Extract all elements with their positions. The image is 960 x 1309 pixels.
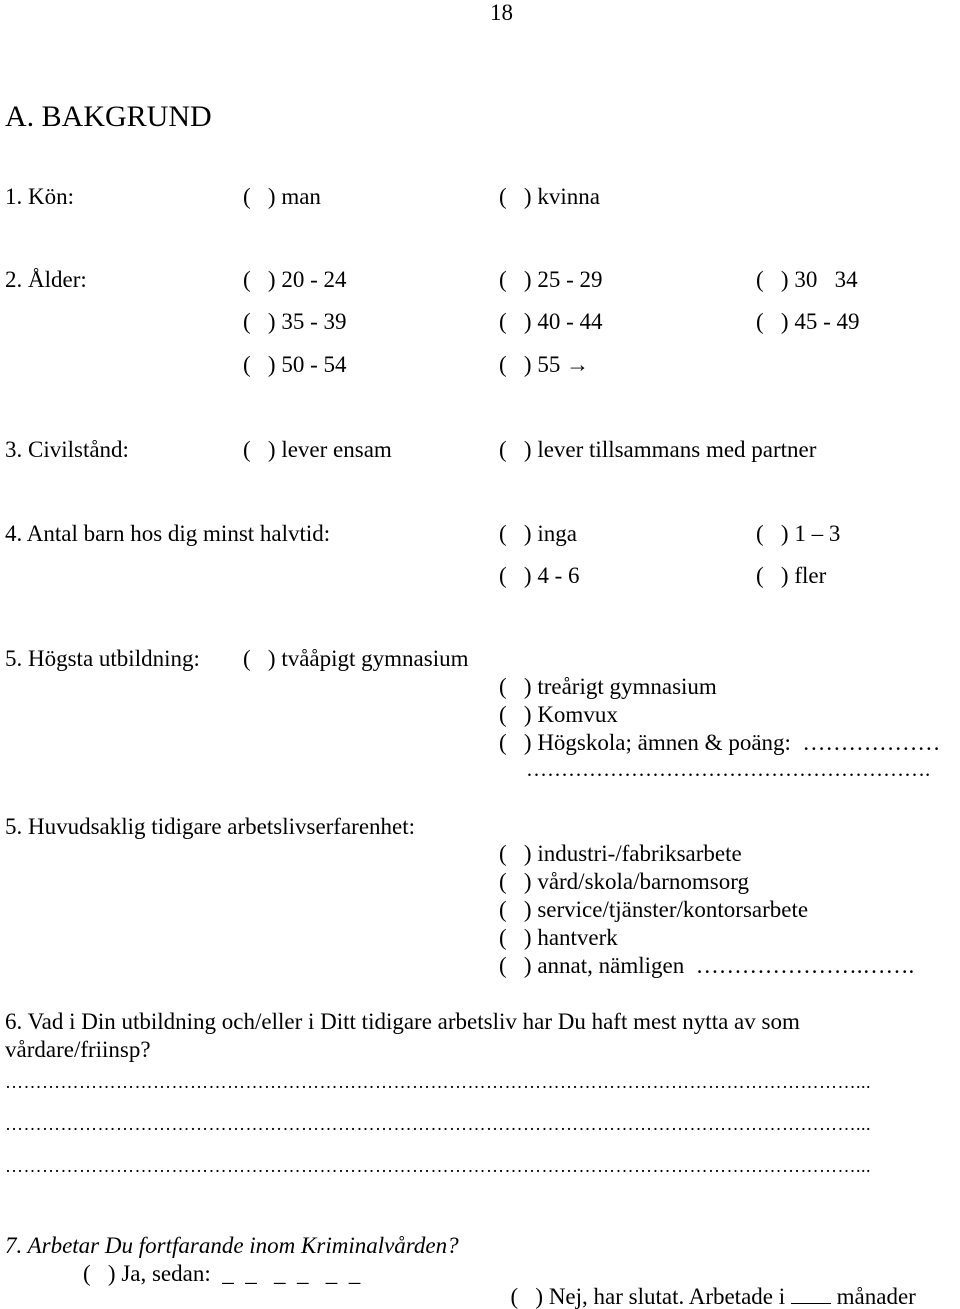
q5-option[interactable]: ( ) treårigt gymnasium	[499, 674, 717, 699]
question-6-label: 6. Vad i Din utbildning och/eller i Ditt tidigare arbetsliv har Du haft mest nytta av som	[5, 1009, 800, 1034]
q2-option[interactable]: ( ) 40 - 44	[499, 309, 603, 334]
question-5b-label: 5. Huvudsaklig tidigare arbetslivserfarenhet:	[5, 814, 416, 839]
q1-option-kvinna[interactable]: ( ) kvinna	[499, 184, 600, 209]
q1-option-man[interactable]: ( ) man	[243, 184, 321, 209]
page-number: 18	[490, 0, 513, 25]
question-7-label: 7. Arbetar Du fortfarande inom Kriminalvården?	[5, 1233, 459, 1258]
question-1-label: 1. Kön:	[5, 184, 74, 209]
q5-option[interactable]: ( ) Komvux	[499, 702, 618, 727]
q7-option-no-text: ( ) Nej, har slutat. Arbetade i	[510, 1284, 791, 1309]
q2-option[interactable]: ( ) 20 - 24	[243, 267, 347, 292]
q7-months-label: månader	[830, 1284, 916, 1309]
question-6-label-cont: vårdare/friinsp?	[5, 1037, 151, 1062]
q5-dotted-line: ………………………………………………….	[526, 757, 931, 781]
q4-option[interactable]: ( ) 4 - 6	[499, 563, 580, 588]
question-2-label: 2. Ålder:	[5, 267, 87, 292]
q4-option[interactable]: ( ) inga	[499, 521, 577, 546]
q3-option-alone[interactable]: ( ) lever ensam	[243, 437, 392, 462]
question-3-label: 3. Civilstånd:	[5, 437, 129, 462]
q2-option[interactable]: ( ) 35 - 39	[243, 309, 347, 334]
q2-option[interactable]: ( ) 45 - 49	[756, 309, 860, 334]
question-5-label: 5. Högsta utbildning:	[5, 646, 200, 671]
q2-option[interactable]: ( ) 50 - 54	[243, 352, 347, 377]
q6-answer-line[interactable]: …………………………………………………………………………………………………………………………...	[5, 1156, 871, 1176]
q5b-option[interactable]: ( ) vård/skola/barnomsorg	[499, 869, 749, 894]
q4-option[interactable]: ( ) 1 – 3	[756, 521, 841, 546]
q2-option[interactable]: ( ) 30 34	[756, 267, 858, 292]
q6-answer-line[interactable]: …………………………………………………………………………………………………………………………...	[5, 1114, 871, 1134]
q2-option[interactable]: ( ) 55 →	[499, 352, 590, 377]
q7-option-no[interactable]	[499, 1262, 916, 1308]
q5b-option[interactable]: ( ) hantverk	[499, 925, 618, 950]
q5-option[interactable]: ( ) Högskola; ämnen & poäng: ………………	[499, 730, 941, 755]
question-4-label: 4. Antal barn hos dig minst halvtid:	[5, 521, 331, 546]
q2-option[interactable]: ( ) 25 - 29	[499, 267, 603, 292]
q3-option-partner[interactable]: ( ) lever tillsammans med partner	[499, 437, 817, 462]
q4-option[interactable]: ( ) fler	[756, 563, 827, 588]
q5b-option[interactable]: ( ) annat, nämligen ………………….…….	[499, 953, 915, 978]
q7-option-yes[interactable]: ( ) Ja, sedan: _ _ _ _ _ _	[83, 1261, 361, 1286]
q5b-option[interactable]: ( ) industri-/fabriksarbete	[499, 841, 742, 866]
q5-option[interactable]: ( ) tvååpigt gymnasium	[243, 646, 469, 671]
q5b-option[interactable]: ( ) service/tjänster/kontorsarbete	[499, 897, 809, 922]
months-blank[interactable]	[791, 1285, 831, 1304]
q6-answer-line[interactable]: …………………………………………………………………………………………………………………………...	[5, 1072, 871, 1092]
section-title: A. BAKGRUND	[5, 100, 212, 133]
